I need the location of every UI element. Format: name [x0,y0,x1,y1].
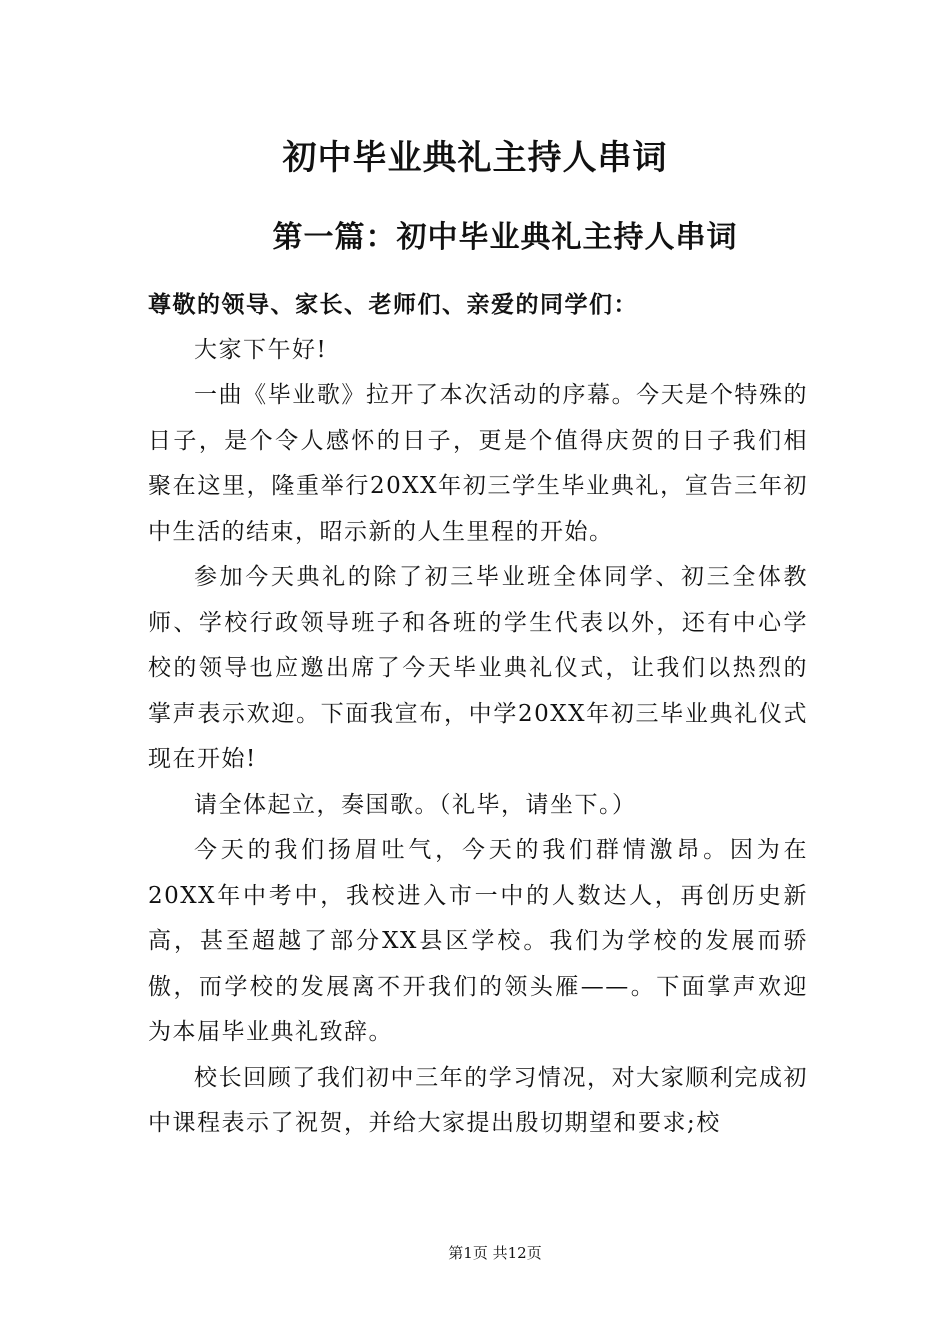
paragraph: 校长回顾了我们初中三年的学习情况，对大家顺利完成初中课程表示了祝贺，并给大家提出殷切期望和要求;校 [148,1064,808,1136]
salutation: 尊敬的领导、家长、老师们、亲爱的同学们： [148,291,638,318]
document-subtitle: 第一篇：初中毕业典礼主持人串词 [272,220,738,255]
paragraph: 今天的我们扬眉吐气，今天的我们群情激昂。因为在20XX年中考中，我校进入市一中的人数达人，再创历史新高，甚至超越了部分XX县区学校。我们为学校的发展而骄傲，而学校的发展离不开我们的领头雁——。下面掌声欢迎为本届毕业典礼致辞。 [148,837,808,1045]
page-footer: 第1页 共12页 [448,1244,542,1262]
paragraph: 大家下午好! [194,336,328,363]
paragraph: 参加今天典礼的除了初三毕业班全体同学、初三全体教师、学校行政领导班子和各班的学生代表以外，还有中心学校的领导也应邀出席了今天毕业典礼仪式，让我们以热烈的掌声表示欢迎。下面我宣布，中学20XX年初三毕业典礼仪式现在开始! [148,564,808,772]
document-title: 初中毕业典礼主持人串词 [282,138,668,178]
paragraph: 一曲《毕业歌》拉开了本次活动的序幕。今天是个特殊的日子，是个令人感怀的日子，更是个值得庆贺的日子我们相聚在这里，隆重举行20XX年初三学生毕业典礼，宣告三年初中生活的结束，昭示新的人生里程的开始。 [148,382,808,545]
document-body [148,282,808,1147]
paragraph: 请全体起立，奏国歌。（礼毕，请坐下。） [194,791,637,818]
